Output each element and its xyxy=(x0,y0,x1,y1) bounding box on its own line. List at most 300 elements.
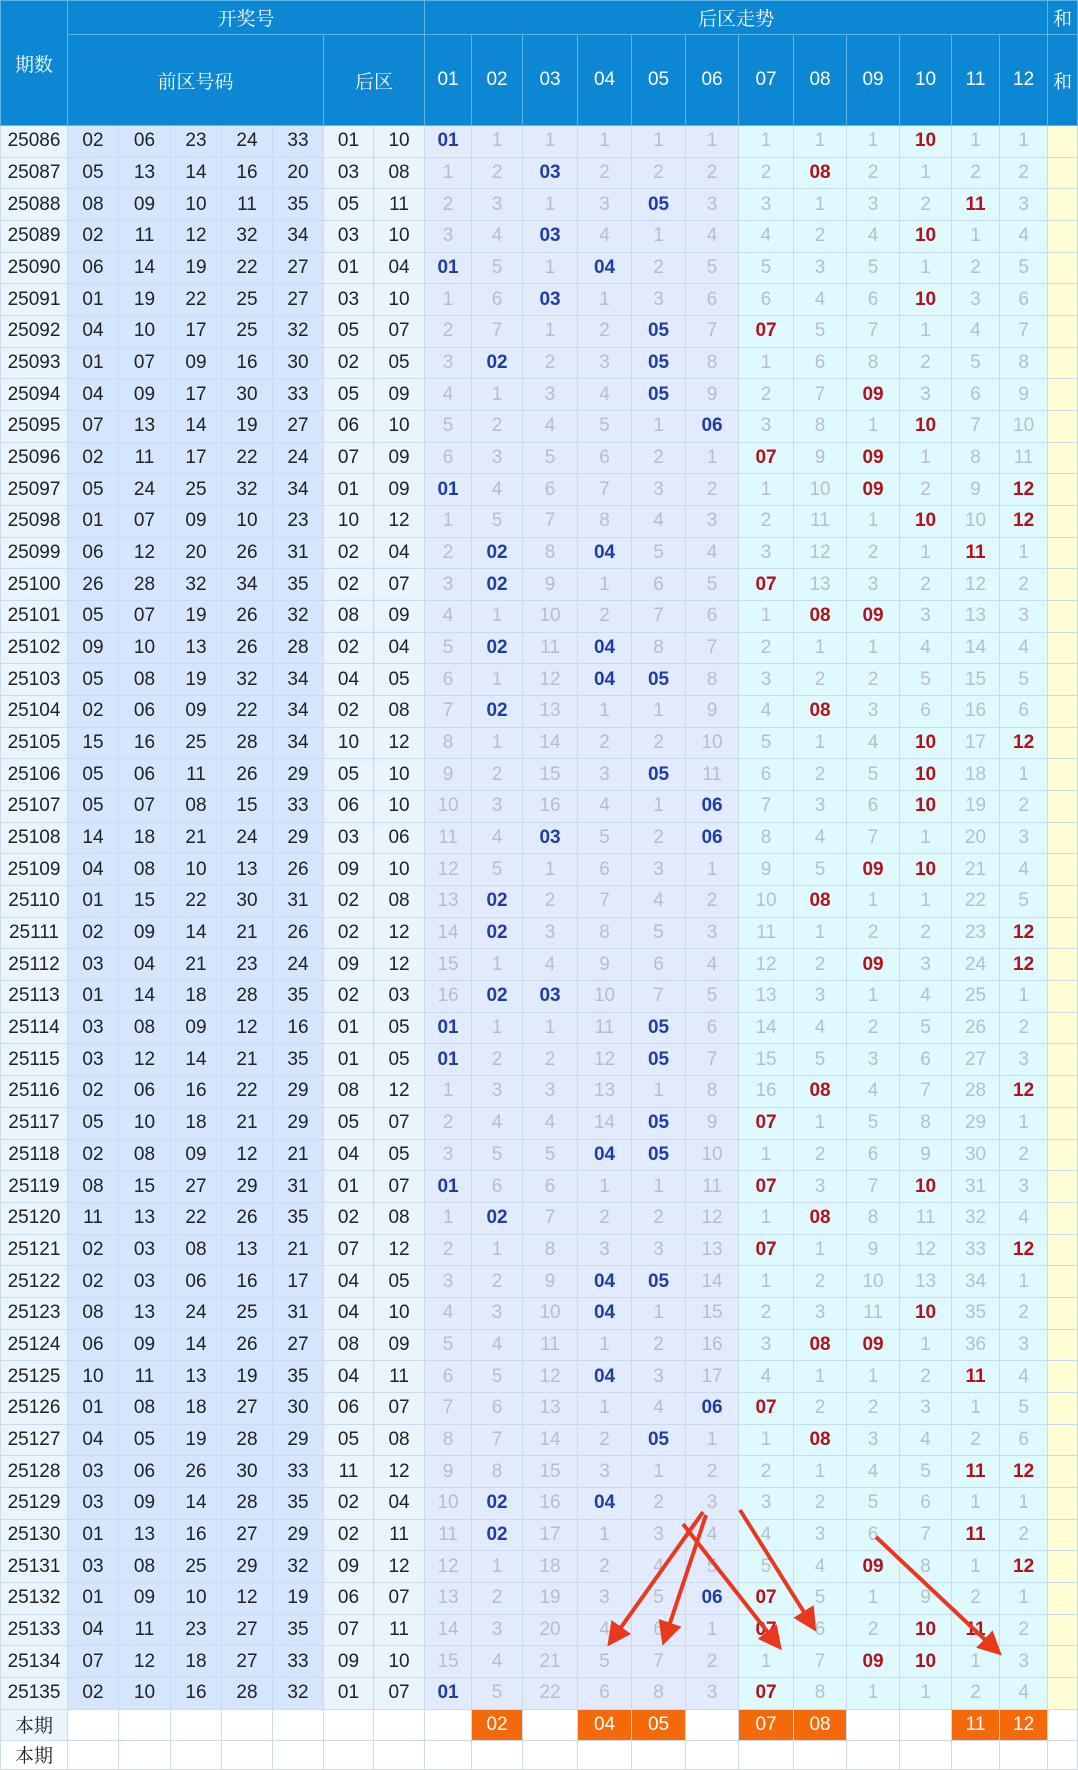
trend-hit: 11 xyxy=(965,1460,986,1482)
trend-cell xyxy=(847,1012,900,1044)
front-number: 09 xyxy=(119,189,171,221)
trend-cell xyxy=(739,949,794,981)
trend-cell xyxy=(472,1551,523,1583)
trend-cell xyxy=(739,1297,794,1329)
trend-cell xyxy=(632,1329,686,1361)
trend-miss-count: 3 xyxy=(814,257,826,279)
trend-miss-count: 2 xyxy=(760,162,772,183)
trend-cell xyxy=(578,1392,632,1424)
trend-cell xyxy=(523,1677,578,1709)
front-number: 27 xyxy=(222,1614,273,1646)
trend-miss-count: 11 xyxy=(702,763,722,785)
trend-hit: 03 xyxy=(539,225,561,247)
trend-miss-count: 6 xyxy=(867,1523,879,1545)
trend-col-header-05: 05 xyxy=(632,35,686,126)
trend-cell xyxy=(900,1266,952,1298)
extra-cell xyxy=(1048,442,1078,474)
trend-hit: 01 xyxy=(437,478,459,500)
trend-cell xyxy=(632,537,686,569)
trend-miss-count: 15 xyxy=(539,763,561,785)
trend-hit: 01 xyxy=(437,1682,459,1704)
trend-cell xyxy=(523,1266,578,1298)
trend-cell xyxy=(900,601,952,633)
trend-miss-count: 5 xyxy=(491,858,503,880)
trend-hit: 01 xyxy=(437,257,459,279)
front-number: 29 xyxy=(222,1171,273,1203)
current-pick-cell[interactable]: 02 xyxy=(472,1709,523,1740)
trend-cell xyxy=(632,347,686,379)
trend-miss-count: 2 xyxy=(442,320,454,342)
front-number: 19 xyxy=(222,411,273,443)
front-number: 27 xyxy=(171,1171,222,1203)
trend-miss-count: 3 xyxy=(867,193,879,215)
trend-cell xyxy=(578,474,632,506)
trend-cell xyxy=(632,1551,686,1583)
draw-row xyxy=(1,316,1078,348)
trend-miss-count: 7 xyxy=(653,985,664,1007)
extra-cell xyxy=(1048,411,1078,443)
period-cell: 25096 xyxy=(1,442,68,474)
current-pick-cell[interactable]: 08 xyxy=(794,1709,847,1740)
back-number: 01 xyxy=(324,1171,374,1203)
period-cell: 25092 xyxy=(1,316,68,348)
back-number: 09 xyxy=(324,1551,374,1583)
trend-miss-count: 3 xyxy=(1018,193,1029,215)
trend-miss-count: 7 xyxy=(491,320,503,342)
front-number: 15 xyxy=(68,727,119,759)
trend-cell xyxy=(472,949,523,981)
trend-cell xyxy=(1000,1329,1048,1361)
trend-hit: 03 xyxy=(539,288,561,310)
trend-cell xyxy=(523,791,578,823)
draw-row xyxy=(1,1392,1078,1424)
trend-cell xyxy=(632,696,686,728)
next-empty-cell xyxy=(794,1740,847,1769)
trend-cell xyxy=(847,221,900,253)
trend-cell xyxy=(952,506,1000,538)
extra-cell xyxy=(1048,854,1078,886)
trend-cell xyxy=(472,981,523,1013)
trend-cell xyxy=(523,1297,578,1329)
front-number: 10 xyxy=(171,189,222,221)
trend-miss-count: 1 xyxy=(867,415,879,437)
trend-miss-count: 1 xyxy=(814,1365,826,1387)
trend-hit: 09 xyxy=(862,1555,884,1577)
trend-hit: 01 xyxy=(437,1175,459,1197)
front-number: 04 xyxy=(68,854,119,886)
front-number: 26 xyxy=(222,537,273,569)
trend-cell xyxy=(847,474,900,506)
trend-hit: 04 xyxy=(593,542,616,564)
back-number: 02 xyxy=(324,886,374,918)
next-empty-cell xyxy=(425,1740,472,1769)
front-number: 16 xyxy=(222,157,273,189)
front-number: 09 xyxy=(119,1582,171,1614)
trend-cell xyxy=(847,886,900,918)
trend-cell xyxy=(632,1392,686,1424)
trend-miss-count: 4 xyxy=(442,605,454,627)
trend-cell xyxy=(523,442,578,474)
trend-cell xyxy=(900,949,952,981)
current-pick-cell[interactable]: 11 xyxy=(952,1709,1000,1740)
trend-cell xyxy=(847,379,900,411)
trend-cell xyxy=(523,189,578,221)
current-empty-cell[interactable] xyxy=(847,1709,900,1740)
trend-hit: 12 xyxy=(1013,732,1035,754)
trend-cell xyxy=(425,1297,472,1329)
trend-cell xyxy=(1000,886,1048,918)
extra-cell xyxy=(1048,1076,1078,1108)
trend-miss-count: 6 xyxy=(442,1365,454,1387)
front-number: 06 xyxy=(119,759,171,791)
trend-cell xyxy=(425,1266,472,1298)
trend-cell xyxy=(847,1202,900,1234)
trend-cell xyxy=(472,442,523,474)
trend-hit: 04 xyxy=(593,1143,616,1165)
current-empty-cell[interactable] xyxy=(900,1709,952,1740)
trend-miss-count: 2 xyxy=(599,320,610,342)
trend-hit: 10 xyxy=(914,510,937,532)
front-number: 09 xyxy=(119,917,171,949)
trend-miss-count: 6 xyxy=(867,1143,879,1165)
trend-miss-count: 2 xyxy=(653,1207,664,1229)
trend-cell xyxy=(794,854,847,886)
trend-cell xyxy=(739,981,794,1013)
trend-miss-count: 13 xyxy=(539,1397,561,1419)
back-number: 08 xyxy=(324,601,374,633)
trend-miss-count: 1 xyxy=(653,795,664,817)
trend-cell xyxy=(632,1519,686,1551)
trend-miss-count: 5 xyxy=(491,1682,503,1704)
front-number: 10 xyxy=(119,632,171,664)
trend-cell xyxy=(578,189,632,221)
trend-cell xyxy=(900,1456,952,1488)
trend-miss-count: 1 xyxy=(970,225,981,247)
trend-cell xyxy=(952,1456,1000,1488)
trend-miss-count: 2 xyxy=(442,1238,454,1260)
trend-cell xyxy=(794,442,847,474)
trend-miss-count: 1 xyxy=(599,700,610,722)
trend-miss-count: 4 xyxy=(1018,1207,1029,1229)
trend-miss-count: 30 xyxy=(964,1143,987,1165)
front-number: 09 xyxy=(119,1329,171,1361)
front-number: 25 xyxy=(222,284,273,316)
back-number: 09 xyxy=(324,949,374,981)
trend-hit: 11 xyxy=(965,1365,986,1387)
draw-row xyxy=(1,221,1078,253)
trend-miss-count: 5 xyxy=(920,1017,931,1039)
trend-cell xyxy=(578,1329,632,1361)
trend-cell xyxy=(523,1487,578,1519)
current-empty-cell[interactable] xyxy=(686,1709,739,1740)
trend-cell xyxy=(686,1076,739,1108)
trend-miss-count: 7 xyxy=(599,478,610,500)
trend-miss-count: 7 xyxy=(1018,320,1029,342)
trend-cell xyxy=(425,1456,472,1488)
trend-cell xyxy=(686,1456,739,1488)
front-number: 03 xyxy=(68,1487,119,1519)
trend-cell xyxy=(578,411,632,443)
trend-miss-count: 1 xyxy=(920,1682,931,1704)
trend-miss-count: 7 xyxy=(653,1650,664,1672)
trend-cell xyxy=(425,252,472,284)
trend-miss-count: 23 xyxy=(964,922,987,944)
trend-miss-count: 6 xyxy=(491,1175,503,1197)
trend-miss-count: 1 xyxy=(760,605,772,627)
front-number: 12 xyxy=(171,221,222,253)
trend-miss-count: 3 xyxy=(706,1492,718,1514)
extra-cell xyxy=(1048,1107,1078,1139)
front-number: 10 xyxy=(119,316,171,348)
trend-cell xyxy=(1000,1646,1048,1678)
trend-cell xyxy=(900,854,952,886)
trend-miss-count: 16 xyxy=(539,1492,561,1514)
period-cell: 25111 xyxy=(1,917,68,949)
trend-cell xyxy=(472,379,523,411)
trend-cell xyxy=(739,664,794,696)
trend-cell xyxy=(900,316,952,348)
trend-cell xyxy=(847,569,900,601)
trend-miss-count: 1 xyxy=(491,383,503,405)
period-cell: 25134 xyxy=(1,1646,68,1678)
trend-miss-count: 2 xyxy=(491,415,503,437)
trend-miss-count: 3 xyxy=(653,858,664,880)
front-number: 13 xyxy=(222,854,273,886)
back-number: 07 xyxy=(374,1107,425,1139)
current-pick-cell[interactable]: 04 xyxy=(578,1709,632,1740)
back-number: 01 xyxy=(324,1012,374,1044)
trend-miss-count: 1 xyxy=(599,130,610,152)
trend-hit: 01 xyxy=(437,1048,459,1070)
front-number: 18 xyxy=(119,822,171,854)
current-empty-cell[interactable] xyxy=(425,1709,472,1740)
trend-miss-count: 12 xyxy=(539,668,561,690)
trend-cell xyxy=(794,981,847,1013)
back-number: 06 xyxy=(324,411,374,443)
trend-cell xyxy=(900,1076,952,1108)
back-number: 05 xyxy=(324,759,374,791)
trend-cell xyxy=(686,411,739,443)
trend-miss-count: 1 xyxy=(706,130,718,152)
trend-cell xyxy=(794,632,847,664)
trend-cell xyxy=(472,601,523,633)
trend-hit: 02 xyxy=(486,352,508,374)
trend-miss-count: 1 xyxy=(491,1555,503,1577)
back-number: 11 xyxy=(374,1519,425,1551)
trend-miss-count: 13 xyxy=(539,700,561,722)
trend-miss-count: 3 xyxy=(653,1523,664,1545)
front-number: 24 xyxy=(119,474,171,506)
extra-cell xyxy=(1048,316,1078,348)
front-number: 04 xyxy=(68,316,119,348)
trend-miss-count: 15 xyxy=(539,1460,561,1482)
trend-miss-count: 16 xyxy=(755,1080,777,1102)
trend-miss-count: 1 xyxy=(760,1143,772,1165)
trend-miss-count: 2 xyxy=(867,922,879,944)
trend-miss-count: 1 xyxy=(544,130,556,152)
trend-cell xyxy=(425,1171,472,1203)
trend-miss-count: 1 xyxy=(970,1650,981,1672)
trend-hit: 10 xyxy=(914,225,937,247)
trend-miss-count: 3 xyxy=(706,510,718,532)
trend-cell xyxy=(686,157,739,189)
front-number: 13 xyxy=(119,157,171,189)
trend-miss-count: 7 xyxy=(920,1523,931,1545)
trend-miss-count: 7 xyxy=(867,827,879,849)
trend-cell xyxy=(472,1139,523,1171)
trend-hit: 02 xyxy=(486,573,508,595)
trend-cell xyxy=(900,1107,952,1139)
trend-cell xyxy=(686,791,739,823)
trend-cell xyxy=(952,1392,1000,1424)
draw-row xyxy=(1,1012,1078,1044)
trend-cell xyxy=(952,252,1000,284)
front-number: 24 xyxy=(171,1297,222,1329)
trend-cell xyxy=(472,1361,523,1393)
trend-cell xyxy=(686,1487,739,1519)
trend-miss-count: 1 xyxy=(544,858,556,880)
trend-cell xyxy=(739,284,794,316)
period-cell: 25112 xyxy=(1,949,68,981)
front-number: 02 xyxy=(68,1266,119,1298)
trend-miss-count: 4 xyxy=(706,542,718,564)
front-number: 28 xyxy=(222,1487,273,1519)
trend-cell xyxy=(900,411,952,443)
trend-miss-count: 4 xyxy=(599,795,610,817)
trend-hit: 10 xyxy=(914,288,937,310)
trend-miss-count: 5 xyxy=(1018,257,1029,279)
trend-miss-count: 7 xyxy=(706,637,718,659)
trend-cell xyxy=(847,1076,900,1108)
trend-miss-count: 4 xyxy=(760,1365,772,1387)
trend-miss-count: 3 xyxy=(442,1143,454,1165)
trend-miss-count: 3 xyxy=(599,1587,610,1609)
trend-cell xyxy=(578,822,632,854)
trend-cell xyxy=(847,1266,900,1298)
front-number: 22 xyxy=(222,1076,273,1108)
front-number: 23 xyxy=(171,1614,222,1646)
trend-cell xyxy=(952,696,1000,728)
front-number: 06 xyxy=(119,1076,171,1108)
trend-cell xyxy=(847,696,900,728)
trend-miss-count: 3 xyxy=(491,1080,503,1102)
trend-cell xyxy=(739,1266,794,1298)
trend-hit: 05 xyxy=(647,1428,670,1450)
trend-cell xyxy=(523,949,578,981)
trend-miss-count: 1 xyxy=(920,1333,931,1355)
trend-cell xyxy=(632,822,686,854)
trend-cell xyxy=(632,791,686,823)
trend-miss-count: 11 xyxy=(810,510,830,532)
trend-miss-count: 1 xyxy=(544,193,556,215)
trend-cell xyxy=(847,1171,900,1203)
trend-cell xyxy=(847,316,900,348)
trend-miss-count: 5 xyxy=(814,858,826,880)
current-pick-cell[interactable]: 12 xyxy=(1000,1709,1048,1740)
trend-miss-count: 6 xyxy=(706,1017,718,1039)
back-number: 05 xyxy=(374,1044,425,1076)
current-pick-cell[interactable]: 07 xyxy=(739,1709,794,1740)
back-number: 02 xyxy=(324,1487,374,1519)
trend-miss-count: 2 xyxy=(760,510,772,532)
front-number: 24 xyxy=(273,949,324,981)
trend-miss-count: 3 xyxy=(442,225,454,247)
current-period-row xyxy=(1,1709,1078,1740)
trend-cell xyxy=(900,1646,952,1678)
trend-miss-count: 1 xyxy=(760,1650,772,1672)
front-number: 08 xyxy=(68,1171,119,1203)
trend-miss-count: 5 xyxy=(442,415,454,437)
trend-miss-count: 15 xyxy=(437,953,459,975)
trend-miss-count: 14 xyxy=(539,732,561,754)
trend-miss-count: 1 xyxy=(867,1682,879,1704)
current-empty-cell[interactable] xyxy=(523,1709,578,1740)
period-cell: 25131 xyxy=(1,1551,68,1583)
front-number: 17 xyxy=(171,316,222,348)
trend-miss-count: 3 xyxy=(760,542,772,564)
draw-row xyxy=(1,1487,1078,1519)
front-number: 13 xyxy=(119,411,171,443)
trend-miss-count: 1 xyxy=(970,130,981,152)
front-number: 33 xyxy=(273,379,324,411)
trend-col-header-02: 02 xyxy=(472,35,523,126)
trend-cell xyxy=(794,759,847,791)
trend-cell xyxy=(632,1424,686,1456)
back-number: 08 xyxy=(324,1076,374,1108)
trend-cell xyxy=(632,506,686,538)
trend-miss-count: 4 xyxy=(920,1428,931,1450)
trend-cell xyxy=(523,727,578,759)
trend-miss-count: 8 xyxy=(920,1555,931,1577)
trend-miss-count: 1 xyxy=(814,637,826,659)
trend-miss-count: 8 xyxy=(544,1238,556,1260)
trend-cell xyxy=(632,442,686,474)
trend-miss-count: 1 xyxy=(491,130,503,152)
extra-col-header: 和 xyxy=(1048,35,1078,126)
trend-cell xyxy=(578,221,632,253)
trend-cell xyxy=(847,1424,900,1456)
trend-miss-count: 36 xyxy=(964,1333,987,1355)
trend-miss-count: 4 xyxy=(814,1017,826,1039)
front-number: 10 xyxy=(171,854,222,886)
trend-cell xyxy=(686,727,739,759)
trend-cell xyxy=(632,474,686,506)
trend-miss-count: 5 xyxy=(706,1555,718,1577)
next-empty-cell xyxy=(632,1740,686,1769)
trend-cell xyxy=(794,474,847,506)
trend-cell xyxy=(425,886,472,918)
period-cell: 25120 xyxy=(1,1202,68,1234)
trend-miss-count: 6 xyxy=(599,1682,610,1704)
trend-miss-count: 4 xyxy=(442,1302,454,1324)
current-pick-cell[interactable]: 05 xyxy=(632,1709,686,1740)
trend-miss-count: 10 xyxy=(755,890,777,912)
trend-miss-count: 1 xyxy=(920,320,931,342)
trend-miss-count: 2 xyxy=(491,1048,503,1070)
back-number: 07 xyxy=(374,1171,425,1203)
front-number: 27 xyxy=(273,252,324,284)
front-number: 30 xyxy=(222,1456,273,1488)
trend-miss-count: 7 xyxy=(442,1397,454,1419)
trend-cell xyxy=(686,1012,739,1044)
trend-miss-count: 35 xyxy=(964,1302,987,1324)
trend-miss-count: 8 xyxy=(760,827,772,849)
trend-miss-count: 1 xyxy=(442,1080,454,1102)
trend-miss-count: 3 xyxy=(1018,605,1029,627)
front-number: 01 xyxy=(68,284,119,316)
trend-cell xyxy=(578,791,632,823)
trend-miss-count: 4 xyxy=(867,1460,879,1482)
